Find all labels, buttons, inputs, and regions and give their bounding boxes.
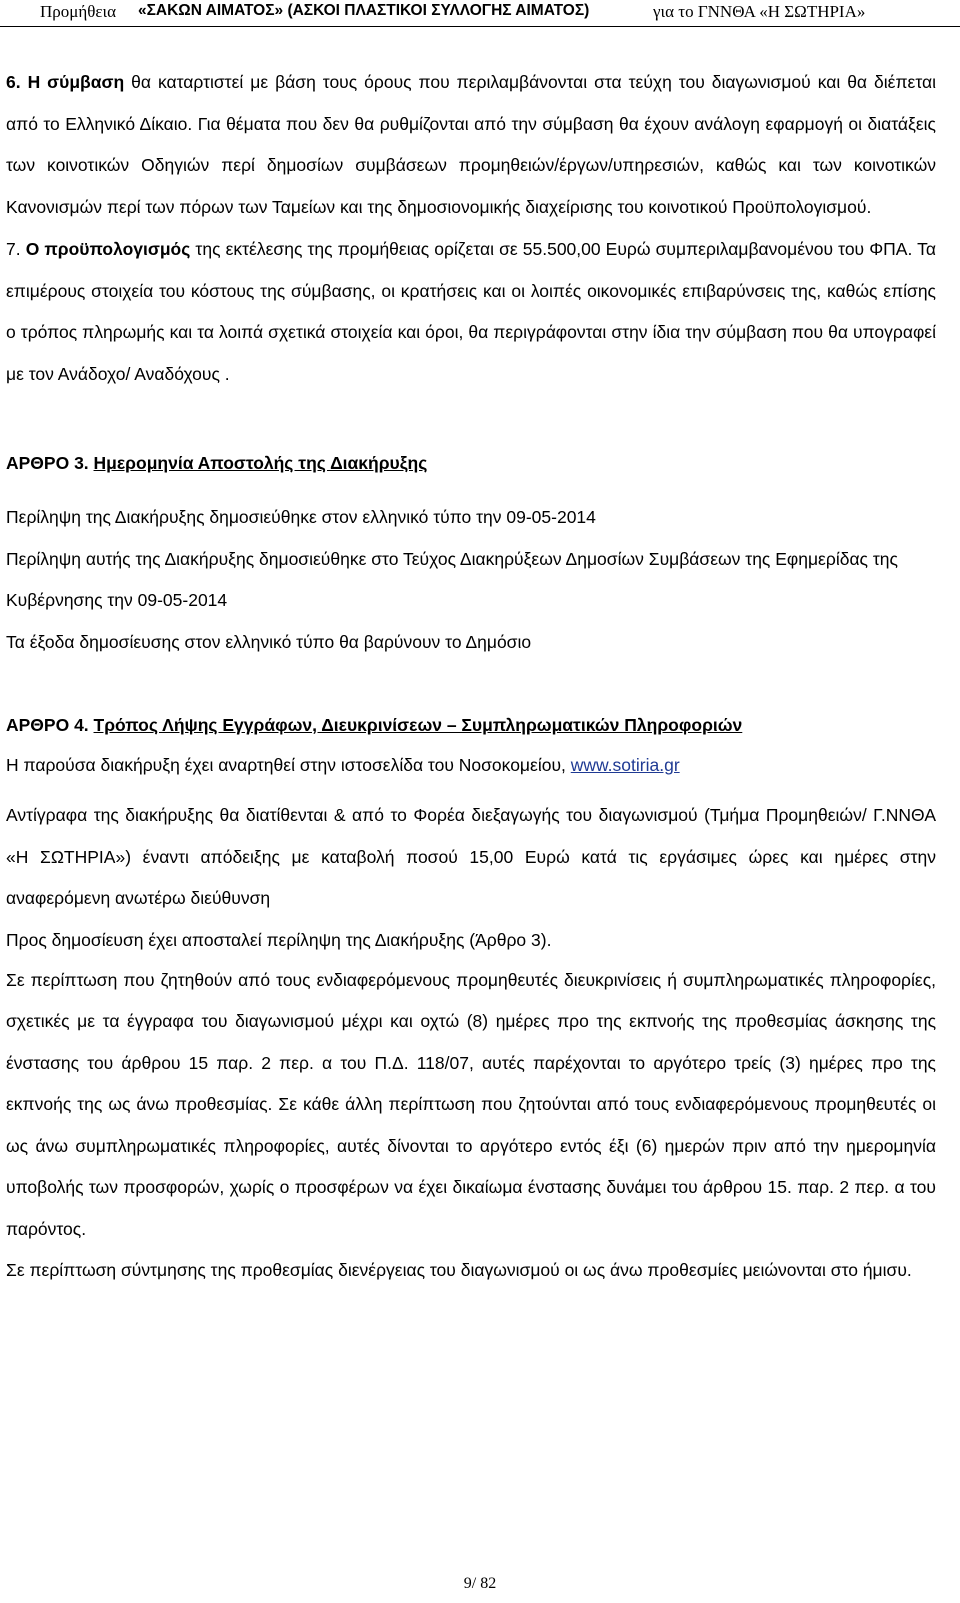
item-6-text: θα καταρτιστεί με βάση τους όρους που περιλαμβάνονται στα τεύχη του διαγωνισμού και θα διέπεται από το Ελληνικό Δίκαιο. Για θέματα που δεν θα ρυθμίζονται από την σύμβαση θα έχουν ανάλογη εφαρμογή οι διατάξεις των κοινοτικών Οδηγιών περί δημοσίων συμβάσεων προμηθειών/έργων/υπηρεσιών, καθώς και των κοινοτικών Κανονισμών περί των πόρων των Ταμείων και της δημοσιονομικής διαχείρισης του κοινοτικού Προϋπολογισμού. [6,72,936,217]
item-6 [6,62,936,228]
article-4-para-5: Σε περίπτωση σύντμησης της προθεσμίας διενέργειας του διαγωνισμού οι ως άνω προθεσμίες μειώνονται στο ήμισυ. [6,1260,912,1280]
article-4-heading-title: Τρόπος Λήψης Εγγράφων, Διευκρινίσεων – Συμπληρωματικών Πληροφοριών [93,715,743,735]
page-header [0,0,960,24]
article-4-line-1 [6,745,936,785]
header-right: για το ΓΝΝΘΑ «Η ΣΩΤΗΡΙΑ» [653,2,866,21]
article-3-line-3: Τα έξοδα δημοσίευσης στον ελληνικό τύπο θα βαρύνουν το Δημόσιο [6,631,532,652]
document-body [6,62,936,1292]
article-4-line-3: Προς δημοσίευση έχει αποσταλεί περίληψη της Διακήρυξης (Άρθρο 3). [6,929,552,950]
item-7 [6,229,936,395]
item-7-bold: Ο προϋπολογισμός [25,239,191,259]
page-number: 9/ 82 [463,1575,497,1592]
article-4-heading [6,705,936,745]
header-rule [0,26,960,27]
article-3-heading-title: Ημερομηνία Αποστολής της Διακήρυξης [93,453,428,473]
header-middle: «ΣΑΚΩΝ ΑΙΜΑΤΟΣ» (ΑΣΚΟΙ ΠΛΑΣΤΙΚΟΙ ΣΥΛΛΟΓΗΣ ΑΙΜΑΤΟΣ) [138,2,590,19]
item-7-text: της εκτέλεσης της προμήθειας ορίζεται σε 55.500,00 Ευρώ συμπεριλαμβανομένου του ΦΠΑ. Τα επιμέρους στοιχεία του κόστους της σύμβασης, οι κρατήσεις και οι λοιπές οικονομικές επιβαρύνσεις της, καθώς επίσης ο τρόπος πληρωμής και τα λοιπά σχετικά στοιχεία και όροι, θα περιγράφονται στην ίδια την σύμβαση που θα υπογραφεί με τον Ανάδοχο/ Αναδόχους . [6,239,936,384]
header-left: Προμήθεια [40,2,117,21]
article-3-heading-prefix: ΑΡΘΡΟ 3. [6,453,94,473]
article-4-heading-prefix: ΑΡΘΡΟ 4. [6,715,94,735]
article-3-line-2: Περίληψη αυτής της Διακήρυξης δημοσιεύθηκε στο Τεύχος Διακηρύξεων Δημοσίων Συμβάσεων της Εφημερίδας της Κυβέρνησης την 09-05-2014 [6,548,898,610]
article-3-line-1: Περίληψη της Διακήρυξης δημοσιεύθηκε στον ελληνικό τύπο την 09-05-2014 [6,507,596,527]
item-7-number: 7. [6,239,21,259]
article-3-heading [6,443,936,483]
sotiria-website-link[interactable]: www.sotiria.gr [570,755,680,775]
article-4-para-2: Αντίγραφα της διακήρυξης θα διατίθενται & από το Φορέα διεξαγωγής του διαγωνισμού (Τμήμα Προμηθειών/ Γ.ΝΝΘΑ «Η ΣΩΤΗΡΙΑ») έναντι απόδειξης με καταβολή ποσού 15,00 Ευρώ κατά τις εργάσιμες ώρες και ημέρες στην αναφερόμενη ανωτέρω διεύθυνση [6,805,936,908]
item-6-number: 6. [6,72,21,92]
article-4-para-4: Σε περίπτωση που ζητηθούν από τους ενδιαφερόμενους προμηθευτές διευκρινίσεις ή συμπληρωματικές πληροφορίες, σχετικές με τα έγγραφα του διαγωνισμού μέχρι και οχτώ (8) ημέρες προ της εκπνοής της προθεσμίας άσκησης της ένστασης του άρθρου 15 παρ. 2 περ. α του Π.Δ. 118/07, αυτές παρέχονται το αργότερο τρείς (3) ημέρες προ της εκπνοής της ως άνω προθεσμίας. Σε κάθε άλλη περίπτωση που ζητούνται από τους ενδιαφερόμενους προμηθευτές οι ως άνω συμπληρωματικές πληροφορίες, αυτές δίνονται το αργότερο εντός έξι (6) ημερών πριν από την ημερομηνία υποβολής των προσφορών, χωρίς ο προσφέρων να έχει δικαίωμα ένστασης δυνάμει του άρθρου 15. παρ. 2 περ. α του παρόντος. [6,969,936,1239]
item-6-bold: Η σύμβαση [27,72,125,92]
article-4-line-1-text: Η παρούσα διακήρυξη έχει αναρτηθεί στην ιστοσελίδα του Νοσοκομείου, [6,755,571,775]
